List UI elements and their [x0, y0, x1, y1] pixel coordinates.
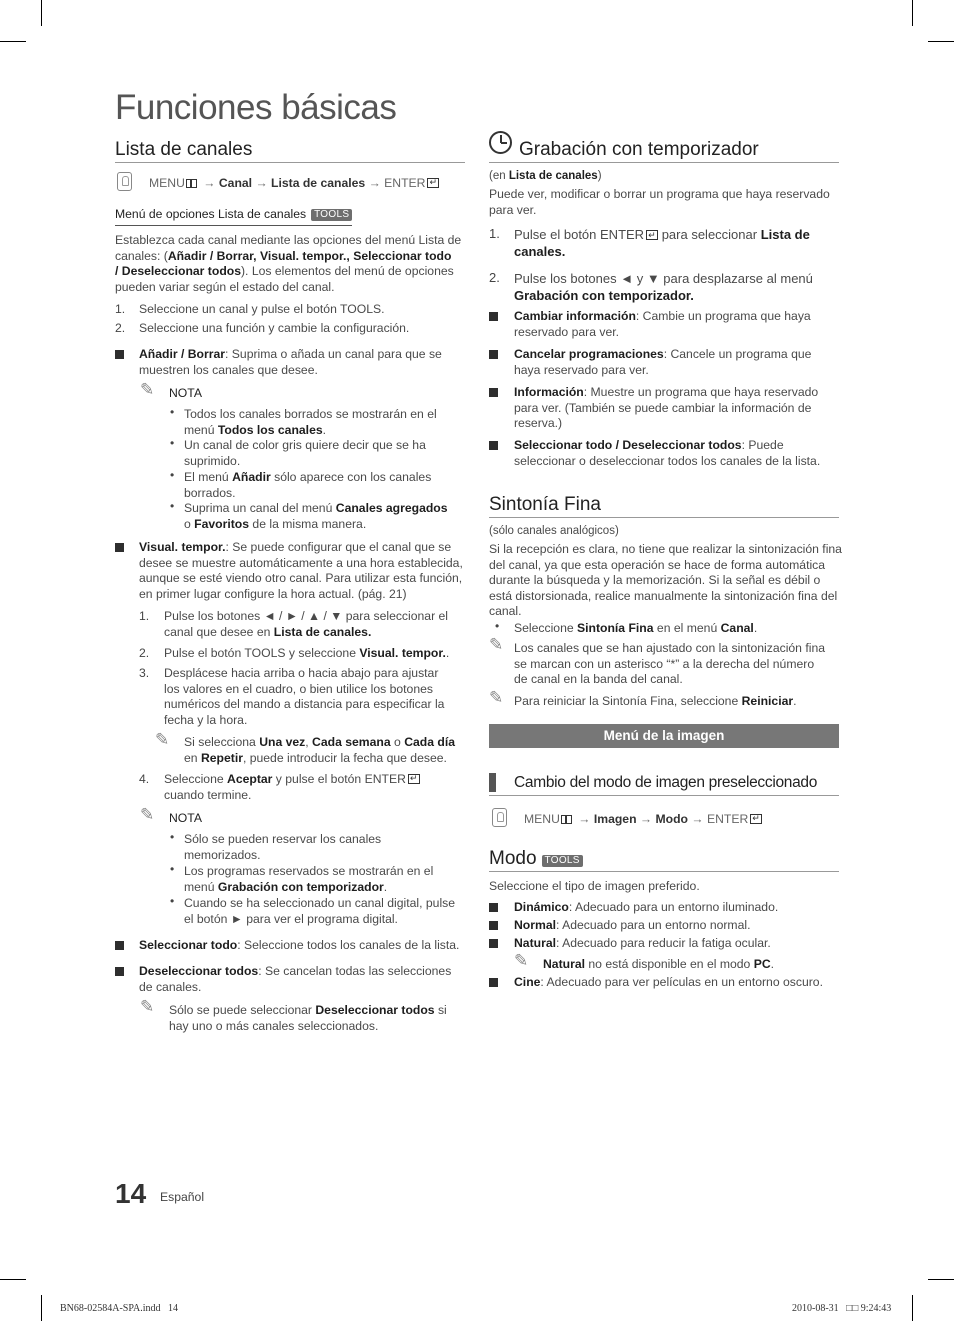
note-pencil-icon: ✎: [514, 951, 529, 970]
note-bullet-text: El menú Añadir sólo aparece con los canales borrados.: [184, 470, 432, 500]
square-bullet: [115, 350, 124, 359]
step-number: 2.: [139, 646, 150, 660]
section-title-sintonia-fina: Sintonía Fina: [489, 494, 601, 515]
timer-option-item: Cambiar información: Cambie un programa que haya reservado para ver.: [514, 309, 811, 339]
enter-icon: [408, 774, 420, 784]
timer-intro: Puede ver, modificar o borrar un programa que haya reservado para ver.: [489, 187, 830, 217]
timer-context: (en Lista de canales): [489, 170, 602, 182]
crop-mark: [912, 0, 913, 26]
crop-mark: [41, 1295, 42, 1321]
section-rule: [489, 162, 839, 163]
page-language: Español: [160, 1190, 205, 1204]
timer-option-item: Información: Muestre un programa que haya reservado para ver. (También se puede cambiar la información de reserva.): [514, 385, 819, 431]
remote-menu-icon: [117, 172, 132, 191]
square-bullet: [489, 350, 498, 359]
crop-mark: [912, 1295, 913, 1321]
step-text: Pulse el botón ENTER↵ para seleccionar Lista de canales.: [514, 226, 810, 260]
crop-mark: [0, 1279, 26, 1280]
step-text: Seleccione un canal y pulse el botón TOOLS.: [139, 302, 385, 316]
square-bullet: [489, 903, 498, 912]
menu-section-banner: Menú de la imagen: [489, 724, 839, 748]
modo-item: Normal: Adecuado para un entorno normal.: [514, 918, 751, 932]
modo-item: Dinámico: Adecuado para un entorno iluminado.: [514, 900, 779, 914]
step-number: 1.: [115, 302, 126, 316]
note-bullet-text: Un canal de color gris quiere decir que se ha suprimido.: [184, 438, 426, 468]
bullet-dot: •: [170, 894, 175, 908]
deseleccionar-note: Sólo se puede seleccionar Deseleccionar todos si hay uno o más canales seleccionados.: [169, 1003, 447, 1033]
note-bullet-text: Todos los canales borrados se mostrarán en el menú Todos los canales.: [184, 407, 437, 437]
page-number: 14: [115, 1178, 147, 1209]
square-bullet: [489, 441, 498, 450]
bullet-dot: •: [170, 830, 175, 844]
fine-note: Los canales que se han ajustado con la sintonización fina se marcan con un asterisco “*” a la derecha del número de canal en la banda del canal.: [514, 641, 825, 687]
square-bullet: [489, 978, 498, 987]
intro-paragraph: Establezca cada canal mediante las opciones del menú Lista de canales: (Añadir / Borrar, Visual. tempor., Seleccionar todo / Deseleccionar todos). Los elementos del menú de opciones pueden variar según el estado del canal.: [115, 233, 462, 294]
footer-filename: BN68-02584A-SPA.indd 14: [60, 1303, 178, 1314]
note-bullet-text: Suprima un canal del menú Canales agregados o Favoritos de la misma manera.: [184, 501, 448, 531]
remote-menu-icon: [492, 808, 507, 827]
section-title-grabacion: Grabación con temporizador: [519, 139, 759, 160]
enter-icon: [427, 178, 439, 188]
note-label: NOTA: [169, 811, 202, 825]
enter-icon: [750, 814, 762, 824]
section-rule: [489, 795, 839, 796]
modo-item: Natural: Adecuado para reducir la fatiga ocular.: [514, 936, 771, 950]
tools-badge: TOOLS: [542, 855, 583, 867]
step-text: Seleccione Aceptar y pulse el botón ENTER↵ cuando termine.: [164, 772, 420, 803]
section-rule: [489, 517, 839, 518]
note-pencil-icon: ✎: [140, 380, 155, 399]
fine-paragraph: Si la recepción es clara, no tiene que realizar la sintonización fina del canal, ya que esta operación se hace de forma automática durante la búsqueda y la memorización. Si la señal es débil o está distorsionada, realice manualmente la sintonización fina del canal.: [489, 542, 842, 619]
square-bullet: [115, 543, 124, 552]
step-number: 2.: [115, 321, 126, 335]
note-pencil-icon: ✎: [140, 805, 155, 824]
page-title: Funciones básicas: [115, 88, 397, 127]
bullet-dot: •: [170, 468, 175, 482]
step-text: Pulse los botones ◄ y ▼ para desplazarse al menú Grabación con temporizador.: [514, 271, 813, 303]
step-text: Pulse el botón TOOLS y seleccione Visual. tempor..: [164, 646, 450, 660]
crop-mark: [928, 1279, 954, 1280]
square-bullet: [489, 939, 498, 948]
subsection-marker: [489, 773, 496, 792]
step-number: 2.: [489, 270, 500, 285]
square-bullet: [115, 967, 124, 976]
crop-mark: [928, 41, 954, 42]
note-pencil-icon: ✎: [140, 997, 155, 1016]
seleccionar-todo-item: Seleccionar todo: Seleccione todos los canales de la lista.: [139, 938, 460, 952]
note-pencil-icon: ✎: [155, 730, 170, 749]
fine-context: (sólo canales analógicos): [489, 525, 619, 537]
menu-path: MENU → Canal → Lista de canales → ENTER↵: [149, 176, 439, 192]
note-pencil-icon: ✎: [489, 688, 504, 707]
crop-mark: [0, 41, 26, 42]
bullet-dot: •: [170, 436, 175, 450]
footer-datetime: 2010-08-31 □□ 9:24:43: [792, 1303, 892, 1314]
step-number: 4.: [139, 772, 150, 786]
note-pencil-icon: ✎: [489, 635, 504, 654]
step-note: Si selecciona Una vez, Cada semana o Cada día en Repetir, puede introducir la fecha que desee.: [184, 735, 456, 765]
timer-option-item: Cancelar programaciones: Cancele un programa que haya reservado para ver.: [514, 347, 812, 377]
square-bullet: [489, 312, 498, 321]
step-number: 3.: [139, 666, 150, 680]
fine-note: Para reiniciar la Sintonía Fina, seleccione Reiniciar.: [514, 694, 797, 708]
menu-grid-icon: [186, 179, 197, 188]
note-bullet-text: Los programas reservados se mostrarán en el menú Grabación con temporizador.: [184, 864, 434, 894]
options-menu-title: Menú de opciones Lista de canales TOOLS: [115, 207, 352, 226]
section-title-modo: Modo TOOLS: [489, 848, 583, 870]
square-bullet: [489, 921, 498, 930]
step-text: Desplácese hacia arriba o hacia abajo para ajustar los valores en el cuadro, o bien utilice los botones numéricos del mando a distancia para especificar la fecha y la hora.: [164, 666, 445, 727]
step-text: Pulse los botones ◄ / ► / ▲ / ▼ para seleccionar el canal que desee en Lista de canales.: [164, 609, 449, 639]
subsection-title: Cambio del modo de imagen preseleccionado: [514, 774, 818, 791]
note-label: NOTA: [169, 386, 202, 400]
bullet-dot: •: [170, 405, 175, 419]
note-bullet-text: Sólo se pueden reservar los canales memorizados.: [184, 832, 382, 862]
step-number: 1.: [139, 609, 150, 623]
visual-tempor-item: Visual. tempor.: Se puede configurar que el canal que se desee se muestre automáticamente a una hora establecida, aunque se esté viendo otro canal. Para utilizar esta función, en primer lugar configure la hora actual. (pág. 21): [139, 540, 463, 601]
section-title-lista-de-canales: Lista de canales: [115, 139, 253, 160]
fine-bullet-text: Seleccione Sintonía Fina en el menú Canal.: [514, 621, 758, 635]
menu-path: MENU → Imagen → Modo → ENTER↵: [524, 812, 762, 828]
step-text: Seleccione una función y cambie la configuración.: [139, 321, 410, 335]
crop-mark: [41, 0, 42, 26]
timer-clock-icon: [489, 131, 512, 154]
step-number: 1.: [489, 226, 500, 241]
square-bullet: [115, 941, 124, 950]
modo-note: Natural no está disponible en el modo PC.: [543, 957, 775, 971]
menu-grid-icon: [561, 815, 572, 824]
modo-item: Cine: Adecuado para ver películas en un entorno oscuro.: [514, 975, 823, 989]
anadir-borrar-item: Añadir / Borrar: Suprima o añada un canal para que se muestren los canales que desee.: [139, 347, 442, 377]
tools-badge: TOOLS: [311, 209, 352, 221]
section-rule: [489, 871, 839, 872]
deseleccionar-todos-item: Deseleccionar todos: Se cancelan todas las selecciones de canales.: [139, 964, 452, 994]
square-bullet: [489, 388, 498, 397]
bullet-dot: •: [170, 499, 175, 513]
bullet-dot: •: [495, 619, 500, 633]
modo-intro: Seleccione el tipo de imagen preferido.: [489, 879, 700, 893]
note-bullet-text: Cuando se ha seleccionado un canal digital, pulse el botón ► para ver el programa digital.: [184, 896, 456, 926]
enter-icon: [646, 230, 658, 240]
section-rule: [115, 162, 465, 163]
timer-option-item: Seleccionar todo / Deseleccionar todos: Puede seleccionar o deseleccionar todos los canales de la lista.: [514, 438, 821, 468]
bullet-dot: •: [170, 862, 175, 876]
